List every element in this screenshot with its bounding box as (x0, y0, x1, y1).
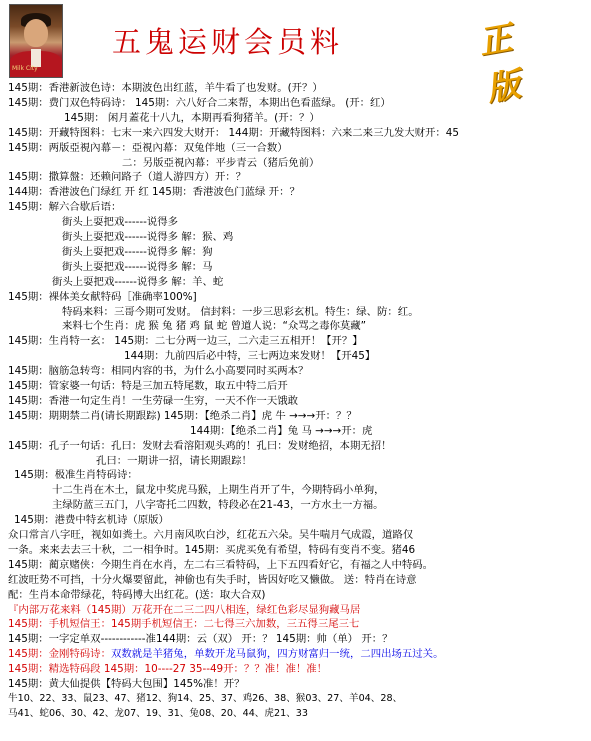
text-line: 145期：港费中特玄机诗（原版） (14, 514, 169, 527)
text-line: 十二生肖在木土，鼠龙中奖虎马猴，上期生肖开了牛，今期特码小单狗， (52, 484, 385, 497)
text-line: 来料七个生肖：虎 猴 兔 猪 鸡 鼠 蛇 曾道人说：“众骂之毒你莫藏” (62, 320, 367, 333)
text-line: 145期：生肖特一玄： 145期：二七分两一边三，二六走三五相开！【开？】 (8, 335, 363, 348)
text-line: 145期：极准生肖特码诗： (14, 469, 138, 482)
text-line: 孔曰：一期讲一招，请长期跟踪！ (96, 454, 252, 467)
text-line: 145期：费门双色特码诗： 145期：六八好合二来帮，本期出色看蓝绿。 (开：红） (8, 96, 391, 109)
text-line: 145期：一字定单双------------准144期：云（双） 开：？ 145期：帅（单） 开：？ (8, 633, 393, 646)
text-line: 145期：黄大仙提供【特码大包围】145%准！开？ (8, 678, 245, 690)
portrait-face (24, 19, 48, 47)
text-line: 145期：裸体美女献特码［准确率100%] (8, 290, 197, 303)
text-line: 145期：期期禁二肖(请长期跟踪) 145期：【绝杀二肖】虎 牛 →→→开：？？ (8, 409, 357, 422)
text-line: 二：另版亞視內幕：平步青云（猪后免前） (122, 156, 320, 169)
line-highlight: 双数就是羊猪兔，单数开龙马鼠狗，四方财富归一统，二四出场五过关。 (110, 648, 444, 661)
page-title: 五鬼运财会员料 (112, 25, 344, 59)
text-line: 配：生肖本命带绿花，特码博大出红花。(送：取大合双) (8, 588, 266, 601)
text-line: 街头上耍把戏------说得多 解：马 (62, 260, 213, 273)
text-line: 145期：撒算盤：还赖问路子（道人游四方）开：？ (8, 171, 247, 184)
authentic-stamp: 正版 (475, 17, 524, 109)
text-line: 145期：精选特码段 145期：10----27 35--49开：？？准！准！准！ (8, 663, 328, 676)
text-line: 马41、蛇06、30、42、龙07、19、31、兔08、20、44、虎21、33 (8, 707, 308, 719)
text-line: 主绿防蓝三五门，八字寄托二四数，特段必在21-43，一方水土一方福。 (52, 499, 384, 512)
text-line: 『内部万花来料（145期）万花开在二三二四八相连，绿红色彩尽显狗藏马居 (8, 603, 361, 616)
text-line: 街头上耍把戏------说得多 (62, 216, 179, 229)
text-line: 144期：九前四后必中特，三七两边来发财！【开45】 (124, 350, 376, 363)
text-line: 144期：【绝杀二肖】兔 马 →→→开：虎 (190, 424, 373, 437)
text-line: 145期：脑筋急转弯：相同内容的书，为什么小高要同时买两本？ (8, 365, 309, 378)
text-line: 众口常言八字旺，视如如粪土。六月南风吹白沙，红花五六朵。吴牛喘月气成霞，道路仅 (8, 529, 414, 541)
text-line: 145期：管家婆一句话：特是三加五特尾数，取五中特二后开 (8, 380, 288, 392)
text-line (8, 647, 443, 661)
text-line: 牛10、22、33、鼠23、47、猪12、狗14、25、37、鸡26、38、猴03、27、羊04、28、 (8, 692, 403, 704)
text-line: 145期：手机短信王：145期手机短信王：二七得三六加数，三五得三尾三七 (8, 618, 360, 631)
text-line: 街头上耍把戏------说得多 解：狗 (62, 245, 213, 258)
text-line: 145期：解六合歇后语： (8, 201, 122, 214)
text-line: 特码来料：三哥今期可发财。 信封料：一步三思彩玄机。特生：绿、防：红。 (62, 305, 419, 318)
text-line: 145期：开藏特图料：七末一来六四发大财开： 144期：开藏特图料：六来二来三九发大财开：45 (8, 126, 460, 139)
text-line: 一条。来来去去三十秋，二一相争时。145期：买虎买免有希望，特码有变肖不变。猪46 (8, 543, 416, 556)
text-line: 145期：香港新波色诗：本期波色出红蓝，羊牛看了也发财。(开？） (8, 82, 323, 94)
portrait-photo (9, 4, 63, 78)
text-line: 街头上耍把戏------说得多 解：猴、鸡 (62, 231, 234, 243)
text-line: 街头上耍把戏------说得多 解：羊、蛇 (52, 275, 224, 288)
text-line: 145期：孔子一句话：孔曰：发财去看溶阳观头鸡的！孔曰：发财绝招，本期无招！ (8, 439, 392, 452)
text-line: 145期：香港一句定生肖！一生劳碌一生穷，一天不作一天饿敢 (8, 394, 298, 407)
text-line: 红波旺势不可挡，十分火爆要留此，神偷也有失手时，皆因好吃又懒做。 送：特肖在诗意 (8, 573, 417, 586)
text-line: 145期： 闲月蓋花十八九，本期再看狗猪羊。(开：？） (64, 111, 320, 124)
line-label: 145期：金刚特码诗： (8, 648, 111, 661)
text-line: 145期：蔺京赌侠：今期生肖在水肖，左二右三看特码，上下五四看好它，有福之人中特码。 (8, 558, 434, 571)
text-line: 145期：两版亞視內幕－：亞視內幕：双兔伴地（三一合数） (8, 141, 288, 154)
text-line: 144期：香港波色门绿红 开 红 145期：香港波色门蓝绿 开：？ (8, 186, 300, 199)
portrait-caption: Milk City (12, 65, 38, 72)
